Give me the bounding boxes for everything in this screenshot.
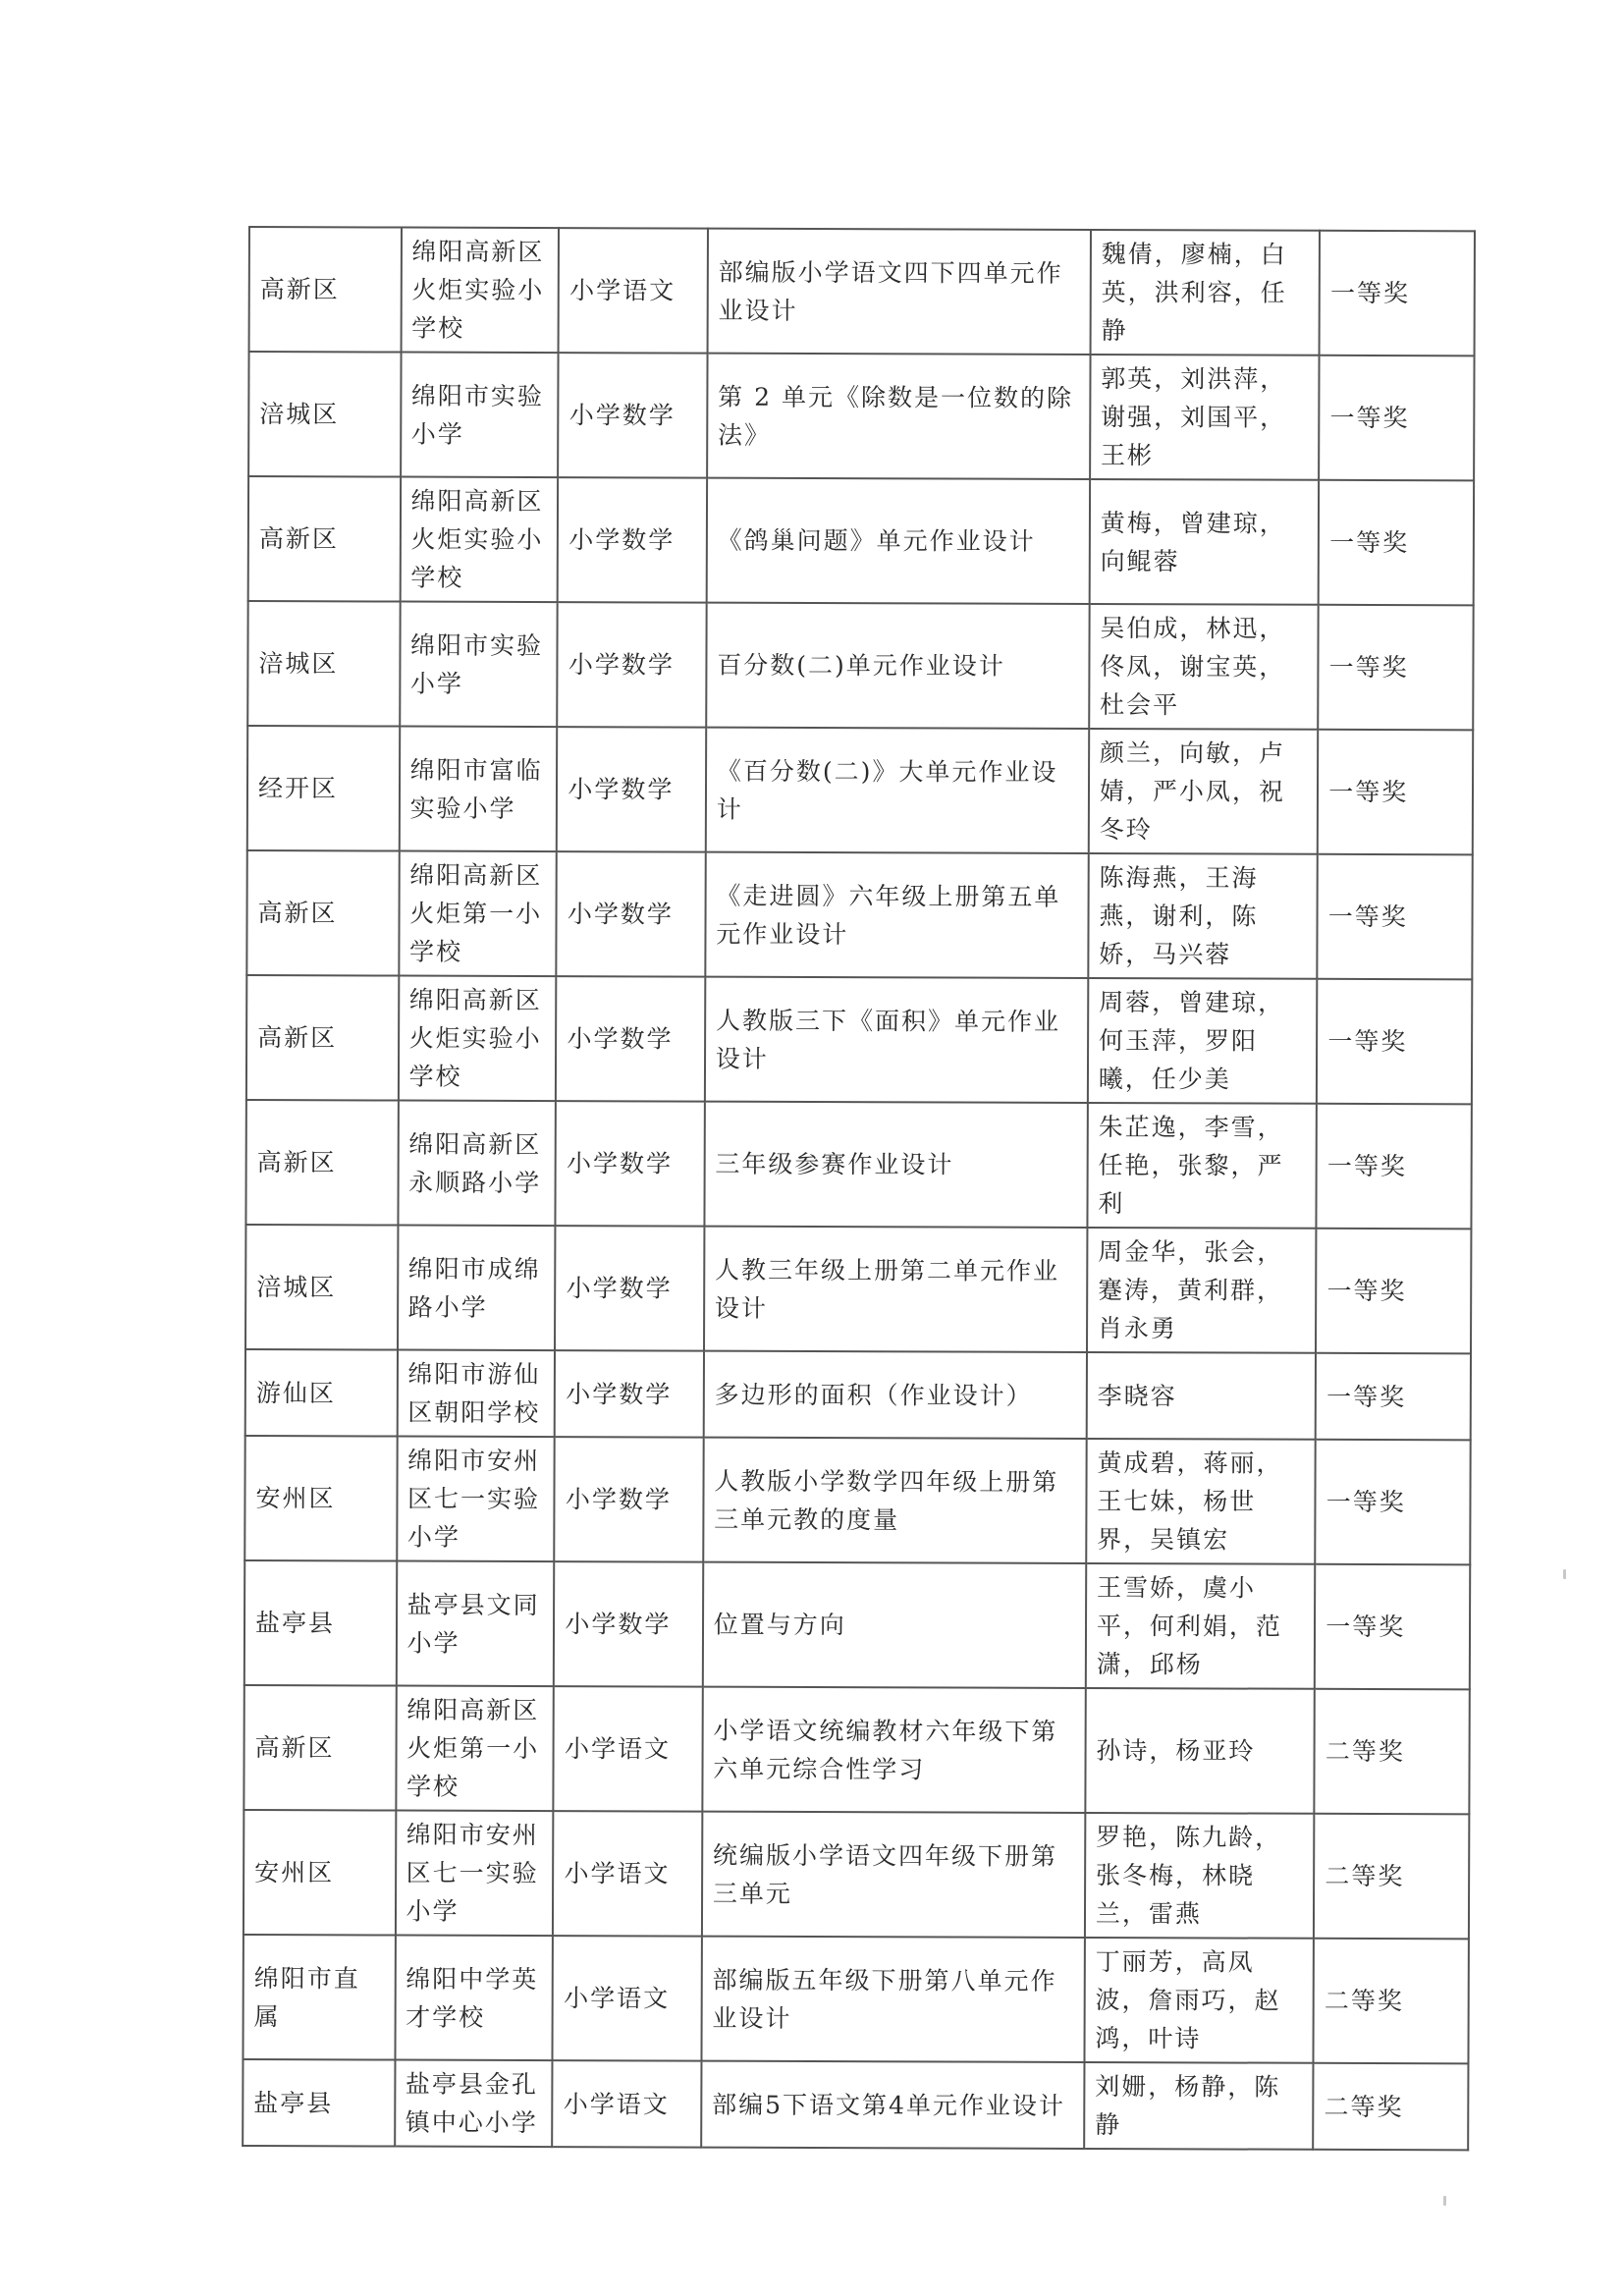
district-cell: 高新区 [246,975,399,1101]
title-cell: 统编版小学语文四年级下册第三单元 [702,1812,1086,1938]
subject-cell: 小学数学 [555,1437,704,1562]
subject-cell: 小学语文 [553,1811,702,1937]
table-row [246,975,1472,1104]
table-row [246,850,1472,979]
table-row [247,601,1473,730]
authors-cell: 朱芷逸，李雪，任艳，张黎，严利 [1087,1103,1317,1229]
authors-cell: 颜兰，向敏，卢婧，严小凤，祝冬玲 [1089,729,1319,854]
authors-cell: 周金华，张会，蹇涛，黄利群，肖永勇 [1087,1228,1317,1353]
title-cell: 部编版五年级下册第八单元作业设计 [701,1937,1085,2062]
subject-cell: 小学数学 [557,727,706,852]
school-cell: 绵阳中学英才学校 [395,1936,553,2061]
title-cell: 位置与方向 [703,1562,1087,1688]
district-cell: 绵阳市直属 [243,1935,395,2060]
table-row [243,1810,1469,1939]
prize-cell: 二等奖 [1315,1689,1470,1815]
authors-cell: 魏倩，廖楠，白英，洪利容，任静 [1090,230,1320,355]
district-cell: 高新区 [248,476,401,602]
subject-cell: 小学数学 [555,1350,704,1438]
awards-sheet [242,226,1476,2151]
prize-cell: 二等奖 [1313,2063,1468,2151]
district-cell: 经开区 [247,726,400,851]
district-cell: 涪城区 [248,352,401,477]
authors-cell: 罗艳，陈九龄，张冬梅，林晓兰，雷燕 [1085,1813,1315,1939]
district-cell: 涪城区 [245,1225,398,1350]
school-cell: 绵阳市实验小学 [401,353,559,478]
school-cell: 绵阳市实验小学 [400,602,558,728]
school-cell: 盐亭县文同小学 [396,1561,554,1687]
table-row [247,726,1473,854]
awards-table-body [243,227,1475,2150]
table-row [245,1349,1471,1440]
table-row [248,476,1474,605]
prize-cell: 一等奖 [1316,1229,1471,1354]
scan-speck [1563,1569,1566,1579]
school-cell: 盐亭县金孔镇中心小学 [395,2060,553,2148]
district-cell: 高新区 [246,850,399,976]
title-cell: 部编5下语文第4单元作业设计 [701,2061,1084,2149]
title-cell: 人教三年级上册第二单元作业设计 [704,1227,1088,1352]
table-row [243,2059,1468,2150]
authors-cell: 李晓容 [1087,1352,1317,1440]
prize-cell: 一等奖 [1317,979,1472,1105]
table-row [243,1935,1468,2063]
authors-cell: 黄梅，曾建琼，向鲲蓉 [1090,479,1320,605]
district-cell: 盐亭县 [244,1560,397,1686]
title-cell: 多边形的面积（作业设计） [703,1351,1086,1439]
prize-cell: 一等奖 [1318,854,1473,980]
subject-cell: 小学数学 [555,1226,704,1351]
scan-speck [1443,2196,1446,2206]
subject-cell: 小学语文 [559,228,708,354]
table-row [244,1436,1470,1564]
school-cell: 绵阳高新区火炬第一小学校 [399,851,557,977]
title-cell: 三年级参赛作业设计 [704,1102,1088,1228]
subject-cell: 小学语文 [553,2060,702,2148]
title-cell: 人教版小学数学四年级上册第三单元教的度量 [703,1438,1087,1563]
table-row [245,1100,1471,1229]
subject-cell: 小学语文 [554,1686,703,1812]
prize-cell: 一等奖 [1316,1440,1471,1565]
authors-cell: 陈海燕，王海燕，谢利，陈娇，马兴蓉 [1088,853,1318,979]
title-cell: 人教版三下《面积》单元作业设计 [705,977,1089,1103]
school-cell: 绵阳高新区永顺路小学 [398,1101,556,1227]
district-cell: 高新区 [249,227,402,353]
title-cell: 部编版小学语文四下四单元作业设计 [707,229,1091,355]
school-cell: 绵阳市富临实验小学 [399,727,557,852]
school-cell: 绵阳高新区火炬实验小学校 [398,976,556,1102]
school-cell: 绵阳高新区火炬实验小学校 [400,477,558,603]
prize-cell: 一等奖 [1319,480,1474,606]
table-row [245,1225,1471,1353]
district-cell: 高新区 [245,1100,398,1226]
school-cell: 绵阳高新区火炬第一小学校 [396,1686,554,1812]
district-cell: 高新区 [243,1685,396,1811]
title-cell: 小学语文统编教材六年级下第六单元综合性学习 [702,1687,1086,1813]
school-cell: 绵阳市游仙区朝阳学校 [397,1350,555,1438]
awards-table [242,226,1476,2151]
table-row [244,1560,1470,1689]
subject-cell: 小学数学 [558,477,707,603]
authors-cell: 吴伯成，林迅，佟凤，谢宝英，杜会平 [1089,604,1319,730]
prize-cell: 一等奖 [1318,605,1473,731]
district-cell: 安州区 [244,1436,397,1561]
title-cell: 百分数(二)单元作业设计 [706,603,1090,729]
authors-cell: 丁丽芳，高凤波，詹雨巧，赵鸿，叶诗 [1084,1938,1314,2063]
subject-cell: 小学数学 [558,602,707,728]
prize-cell: 一等奖 [1319,355,1474,481]
district-cell: 游仙区 [245,1349,398,1437]
subject-cell: 小学数学 [557,851,706,977]
title-cell: 《鸽巢问题》单元作业设计 [706,478,1090,604]
table-row [249,227,1475,355]
district-cell: 盐亭县 [243,2059,395,2147]
school-cell: 绵阳高新区火炬实验小学校 [401,228,559,354]
prize-cell: 一等奖 [1317,1104,1472,1230]
prize-cell: 一等奖 [1316,1353,1471,1441]
prize-cell: 一等奖 [1320,231,1475,356]
authors-cell: 郭英，刘洪萍，谢强，刘国平，王彬 [1090,355,1320,480]
title-cell: 《走进圆》六年级上册第五单元作业设计 [705,852,1089,978]
prize-cell: 二等奖 [1314,1814,1469,1940]
authors-cell: 王雪娇，虞小平，何利娟，范潇，邱杨 [1086,1563,1316,1689]
subject-cell: 小学数学 [559,353,708,478]
subject-cell: 小学数学 [556,976,705,1102]
school-cell: 绵阳市成绵路小学 [398,1226,556,1351]
table-row [248,352,1474,480]
school-cell: 绵阳市安州区七一实验小学 [395,1811,553,1937]
title-cell: 第 2 单元《除数是一位数的除法》 [707,354,1091,479]
prize-cell: 一等奖 [1318,730,1473,855]
authors-cell: 孙诗，杨亚玲 [1085,1688,1315,1814]
title-cell: 《百分数(二)》大单元作业设计 [706,728,1090,853]
authors-cell: 刘姗，杨静，陈静 [1084,2062,1314,2150]
subject-cell: 小学数学 [554,1561,703,1687]
authors-cell: 黄成碧，蒋丽，王七妹，杨世界，吴镇宏 [1086,1439,1316,1564]
prize-cell: 一等奖 [1315,1564,1470,1690]
subject-cell: 小学数学 [556,1101,705,1227]
school-cell: 绵阳市安州区七一实验小学 [397,1437,555,1562]
table-row [243,1685,1469,1814]
subject-cell: 小学语文 [553,1936,702,2061]
district-cell: 安州区 [243,1810,396,1936]
prize-cell: 二等奖 [1314,1939,1469,2064]
authors-cell: 周蓉，曾建琼，何玉萍，罗阳曦，任少美 [1088,978,1318,1104]
district-cell: 涪城区 [247,601,400,727]
